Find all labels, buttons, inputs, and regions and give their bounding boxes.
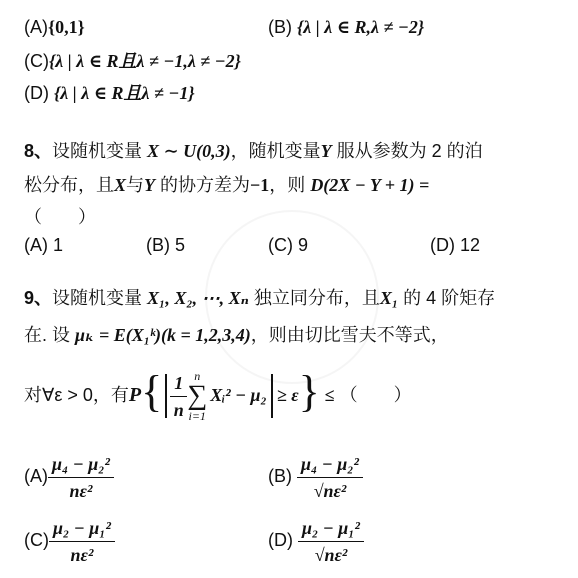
q9-option-b-frac xyxy=(297,453,363,502)
q9-text: 在. 设 xyxy=(24,325,71,345)
q7-option-b-label: (B) xyxy=(268,17,292,37)
q9-line-1 xyxy=(24,285,495,311)
q9-option-d-num: μ₂ − μ₁² xyxy=(298,517,364,542)
q8-option-c-text: (C) 9 xyxy=(268,235,308,255)
q9-option-a-frac xyxy=(48,453,114,502)
q9-abs-left xyxy=(165,374,167,418)
q7-option-c-math: {λ | λ ∈ R且λ ≠ −1,λ ≠ −2} xyxy=(49,51,241,71)
q9-sum-top: n xyxy=(194,369,201,384)
q8-math: D(2X − Y + 1) = xyxy=(310,175,430,195)
q8-option-a-text: (A) 1 xyxy=(24,235,64,255)
q9-blank: （ ） xyxy=(339,385,412,405)
q9-text: 对∀ε > 0，有 xyxy=(24,385,129,405)
q8-option-d xyxy=(430,232,480,258)
q9-text: 独立同分布，且 xyxy=(253,288,380,308)
q9-sum-sign: ∑ xyxy=(187,380,208,412)
q9-summation xyxy=(187,369,207,423)
q8-math: Y xyxy=(144,175,156,195)
q9-abs-right xyxy=(271,374,273,418)
q9-math: X₁, X₂, ⋯, Xₙ xyxy=(147,288,249,308)
q9-option-d-frac xyxy=(298,517,364,566)
q8-text: 设随机变量 xyxy=(52,141,143,161)
q9-option-c xyxy=(24,512,115,568)
q7-option-c-label: (C) xyxy=(24,51,49,71)
q9-math: μₖ = E(X₁ᵏ)(k = 1,2,3,4) xyxy=(75,325,251,345)
q9-left-brace: { xyxy=(141,367,163,417)
q8-option-c xyxy=(268,232,308,258)
q8-text: ，随机变量 xyxy=(230,141,321,161)
q9-math: X₁ xyxy=(379,288,399,308)
q7-option-b xyxy=(268,14,424,40)
q8-option-d-text: (D) 12 xyxy=(430,235,481,255)
q9-right-brace: } xyxy=(298,367,320,417)
q9-option-c-label: (C) xyxy=(24,530,49,550)
q8-option-b-text: (B) 5 xyxy=(146,235,186,255)
q9-math-body: Xᵢ² − μ₂ xyxy=(210,385,267,405)
q9-frac-num: 1 xyxy=(170,372,187,397)
q9-option-b xyxy=(268,448,363,504)
q8-number: 8、 xyxy=(24,141,53,161)
q9-line-3 xyxy=(24,364,412,426)
q7-option-a-math: {0,1} xyxy=(48,17,85,37)
q9-number: 9、 xyxy=(24,288,53,308)
q8-answer-blank xyxy=(24,204,96,230)
q8-math: X ∼ U(0,3) xyxy=(147,141,231,161)
q8-text: 服从参数为 2 的泊 xyxy=(336,141,483,161)
q9-option-c-den: nε² xyxy=(70,544,94,565)
q8-blank: （ ） xyxy=(24,207,96,227)
q8-line-1 xyxy=(24,138,483,164)
q9-text: 设随机变量 xyxy=(52,288,143,308)
q9-text: ，则由切比雪夫不等式， xyxy=(250,325,449,345)
q9-option-d xyxy=(268,512,364,568)
q9-option-d-label: (D) xyxy=(268,530,293,550)
q9-option-c-frac xyxy=(49,517,115,566)
q9-option-a-num: μ₄ − μ₂² xyxy=(48,453,114,478)
q9-math-ge: ≥ ε xyxy=(276,385,299,405)
q8-text: 松分布，且 xyxy=(24,175,114,195)
q9-sum-bottom: i=1 xyxy=(188,409,206,424)
q8-line-2 xyxy=(24,172,429,198)
q7-option-c xyxy=(24,48,241,74)
q9-math-le: ≤ xyxy=(324,385,335,405)
q9-option-a-den: nε² xyxy=(69,480,93,501)
q8-math: X xyxy=(114,175,127,195)
q9-prob-p: P xyxy=(128,384,142,406)
q7-option-b-math: {λ | λ ∈ R,λ ≠ −2} xyxy=(297,17,425,37)
q9-option-c-num: μ₂ − μ₁² xyxy=(49,517,115,542)
q7-option-d-label: (D) xyxy=(24,83,49,103)
q7-option-a-label: (A) xyxy=(24,17,48,37)
q9-line-2 xyxy=(24,322,449,348)
q9-option-a-label: (A) xyxy=(24,466,48,486)
q8-math: −1 xyxy=(250,175,270,195)
q7-option-d-math: {λ | λ ∈ R且λ ≠ −1} xyxy=(54,83,195,103)
q9-text: 的 4 阶矩存 xyxy=(403,288,496,308)
q7-option-a xyxy=(24,14,85,40)
q8-option-b xyxy=(146,232,185,258)
q9-frac-1-over-n xyxy=(170,372,187,421)
q8-text: ，则 xyxy=(269,175,306,195)
q7-option-d xyxy=(24,80,195,106)
q8-text: 与 xyxy=(126,175,145,195)
q9-option-b-num: μ₄ − μ₂² xyxy=(297,453,363,478)
q9-option-b-den: √nε² xyxy=(313,480,347,501)
q9-option-a xyxy=(24,448,114,504)
q9-frac-den: n xyxy=(173,399,184,420)
q9-option-b-label: (B) xyxy=(268,466,292,486)
q9-option-d-den: √nε² xyxy=(314,544,348,565)
q8-math: Y xyxy=(320,141,332,161)
q8-option-a xyxy=(24,232,63,258)
q8-text: 的协方差为 xyxy=(160,175,251,195)
